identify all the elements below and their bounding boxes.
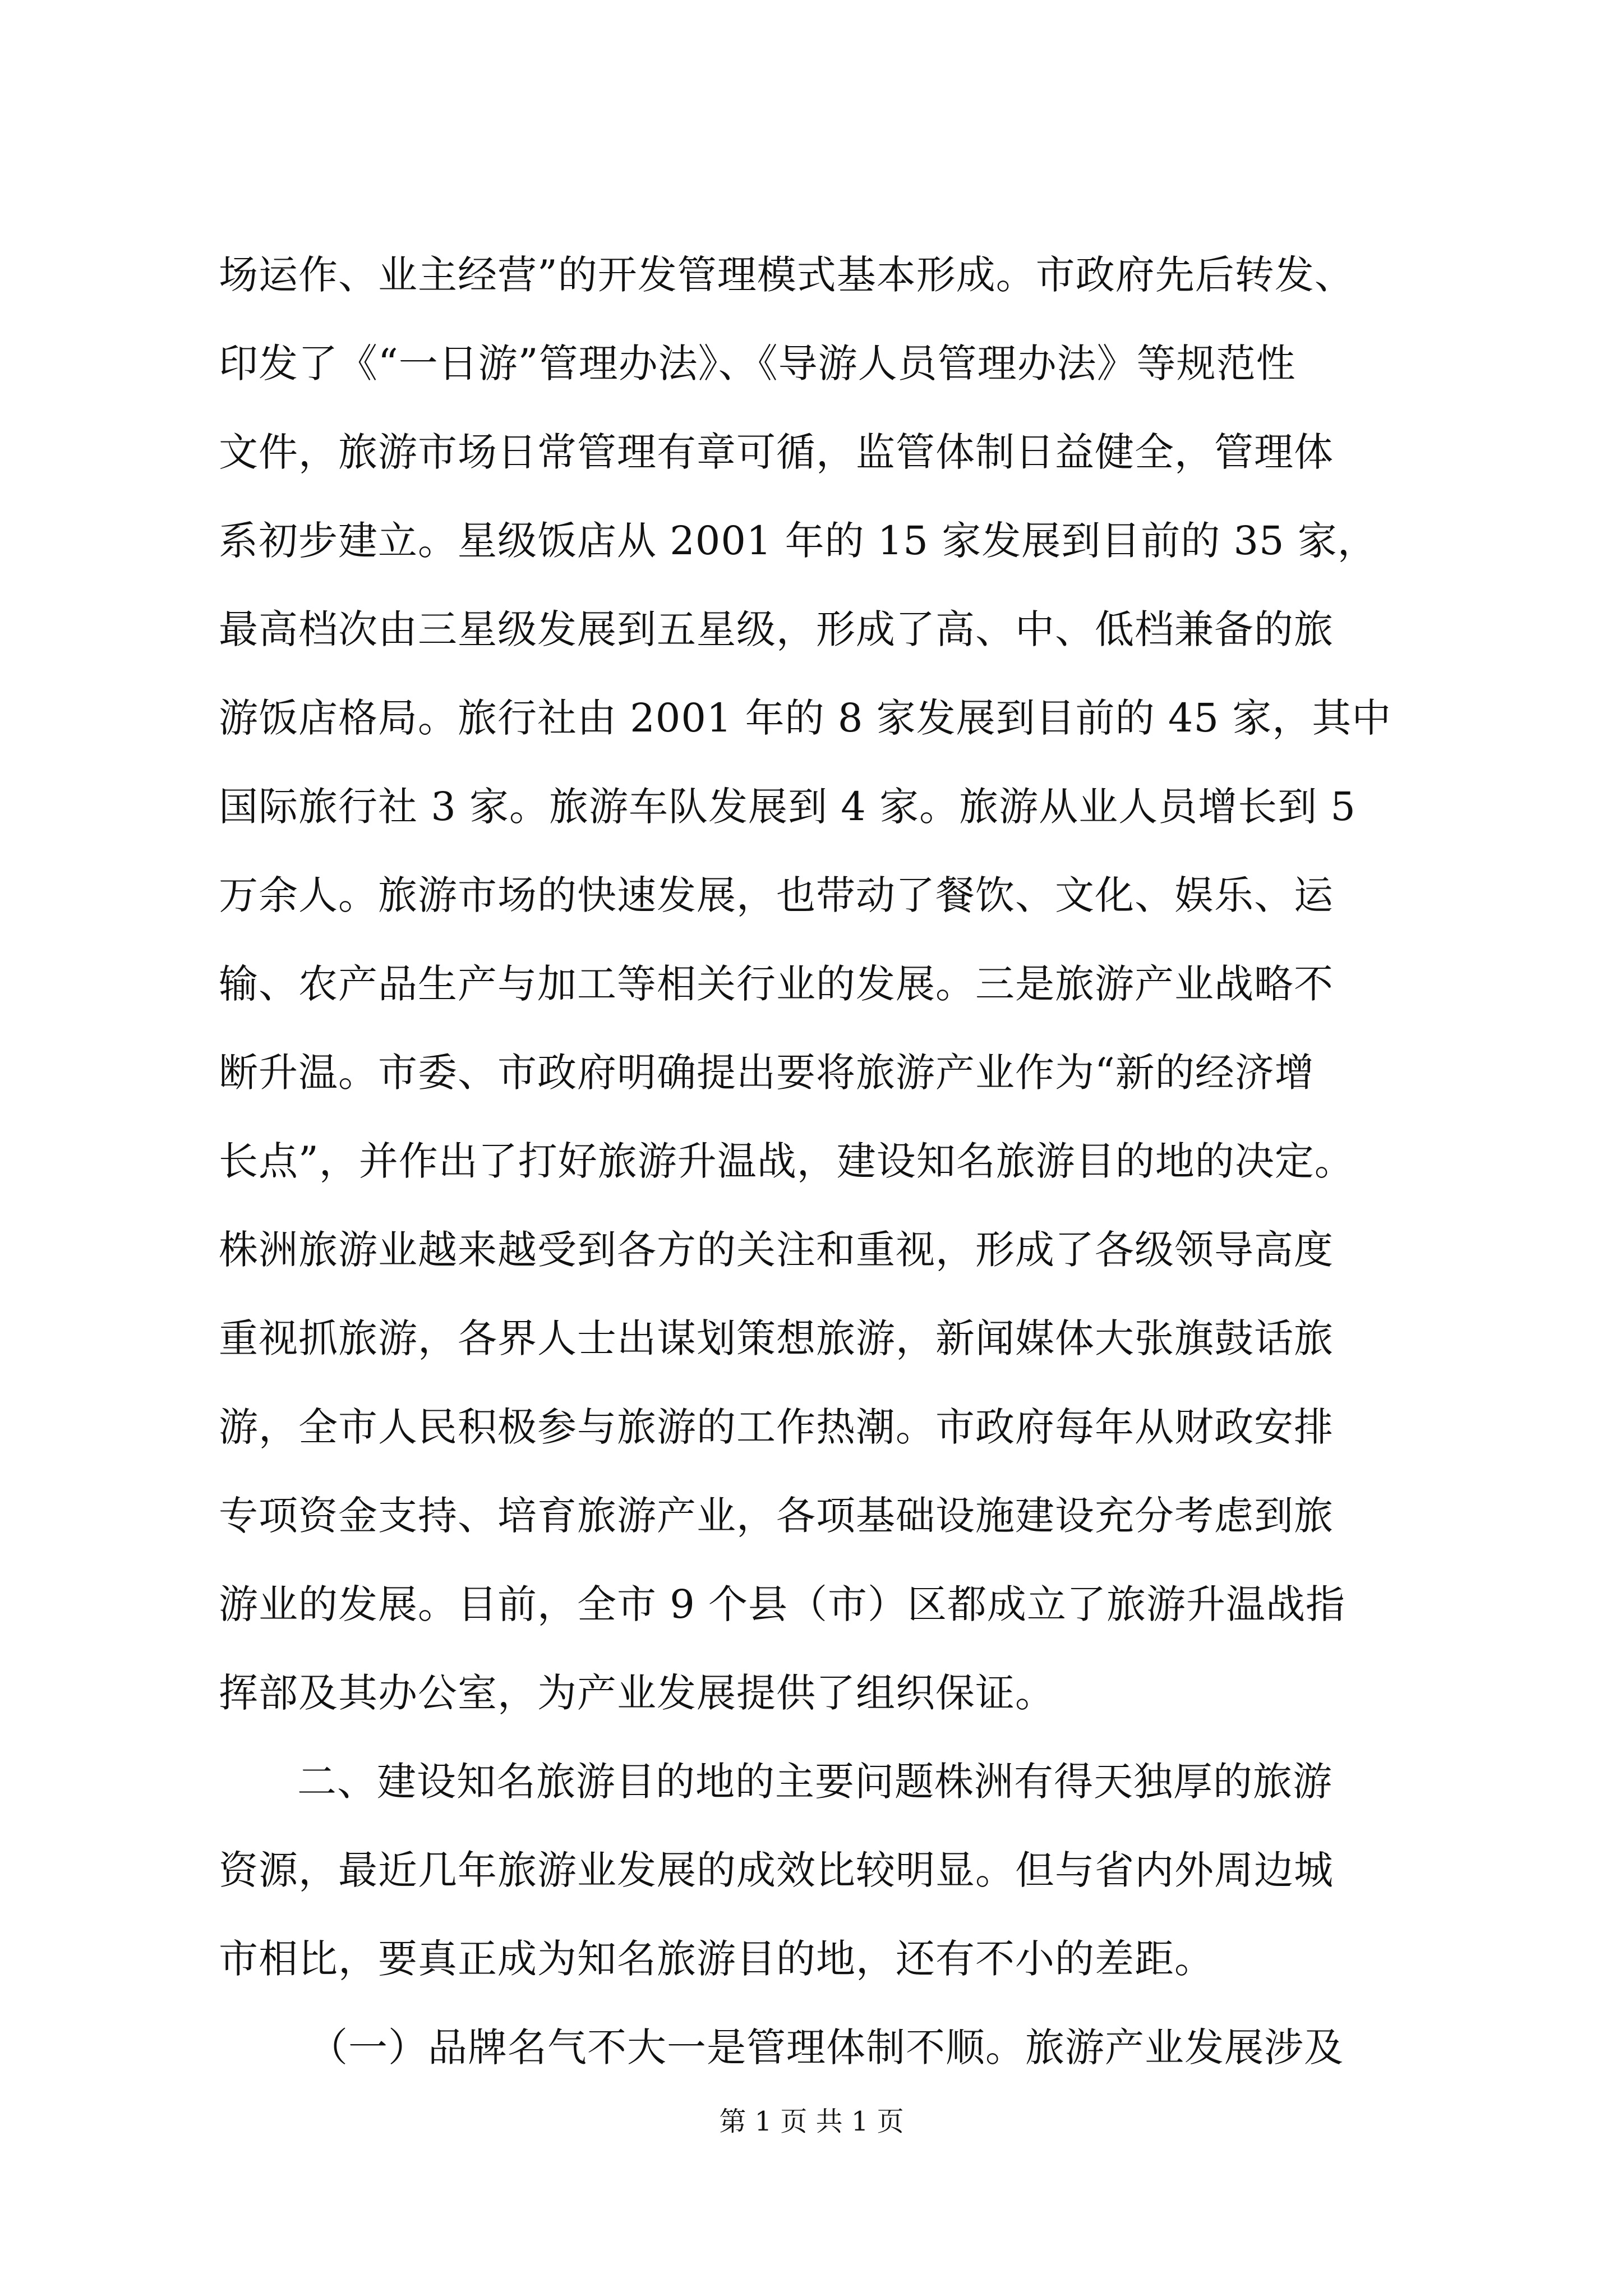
text-line: 系初步建立。星级饭店从 2001 年的 15 家发展到目前的 35 家， [219, 518, 1377, 564]
page-footer: 第 1 页 共 1 页 [719, 2106, 904, 2137]
text-line: 万余人。旅游市场的快速发展，也带动了餐饮、文化、娱乐、运 [219, 872, 1334, 918]
text-line: 市相比，要真正成为知名旅游目的地，还有不小的差距。 [219, 1936, 1214, 1982]
text-line: 断升温。市委、市政府明确提出要将旅游产业作为“新的经济增 [219, 1050, 1315, 1096]
text-line: 国际旅行社 3 家。旅游车队发展到 4 家。旅游从业人员增长到 5 [219, 784, 1356, 830]
text-line: 印发了《“一日游”管理办法》、《导游人员管理办法》等规范性 [219, 341, 1296, 386]
text-line: 游业的发展。目前，全市 9 个县（市）区都成立了旅游升温战指 [219, 1581, 1346, 1627]
text-line: 最高档次由三星级发展到五星级，形成了高、中、低档兼备的旅 [219, 606, 1334, 652]
text-line: 游饭店格局。旅行社由 2001 年的 8 家发展到目前的 45 家，其中 [219, 695, 1392, 741]
text-line: 重视抓旅游，各界人士出谋划策想旅游，新闻媒体大张旗鼓话旅 [219, 1315, 1334, 1361]
text-line: 场运作、业主经营”的开发管理模式基本形成。市政府先后转发、 [219, 252, 1354, 298]
text-line: 专项资金支持、培育旅游产业，各项基础设施建设充分考虑到旅 [219, 1493, 1334, 1539]
section-heading-line: 二、建设知名旅游目的地的主要问题株洲有得天独厚的旅游 [297, 1759, 1332, 1805]
text-line: 输、农产品生产与加工等相关行业的发展。三是旅游产业战略不 [219, 961, 1334, 1007]
text-line: 长点”，并作出了打好旅游升温战，建设知名旅游目的地的决定。 [219, 1138, 1354, 1184]
text-line: 文件，旅游市场日常管理有章可循，监管体制日益健全，管理体 [219, 429, 1334, 475]
text-line: 挥部及其办公室，为产业发展提供了组织保证。 [219, 1670, 1055, 1716]
text-line: 游，全市人民积极参与旅游的工作热潮。市政府每年从财政安排 [219, 1404, 1334, 1450]
subsection-heading-line: （一）品牌名气不大一是管理体制不顺。旅游产业发展涉及 [308, 2024, 1344, 2070]
text-line: 株洲旅游业越来越受到各方的关注和重视，形成了各级领导高度 [219, 1227, 1334, 1273]
text-line: 资源，最近几年旅游业发展的成效比较明显。但与省内外周边城 [219, 1847, 1334, 1893]
